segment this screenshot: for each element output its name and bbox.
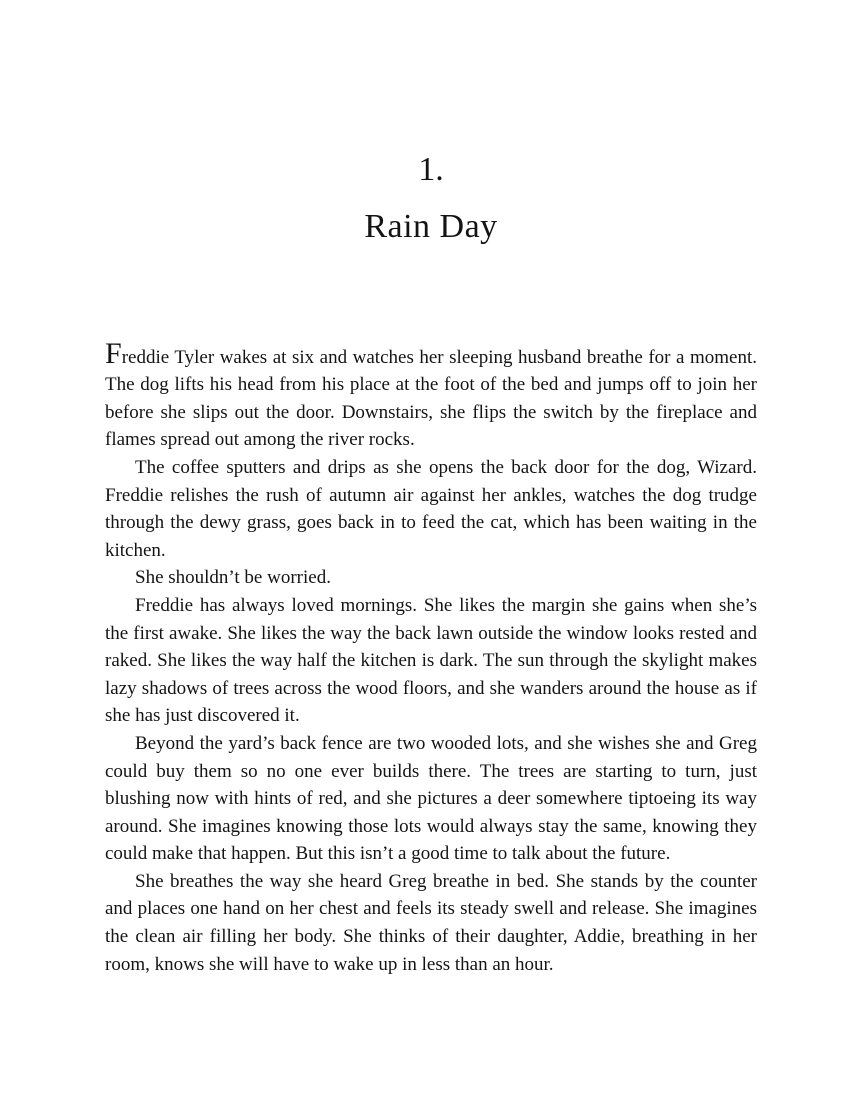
chapter-header [0, 0, 862, 248]
paragraph: She breathes the way she heard Greg breathe in bed. She stands by the counter and places one hand on her chest and feels its steady swell and release. She imagines the clean air filling her body. She thinks of their daughter, Addie, breathing in her room, knows she will have to wake up in less than an hour. [105, 870, 757, 975]
paragraph: Beyond the yard’s back fence are two wooded lots, and she wishes she and Greg could buy them so no one ever builds there. The trees are starting to turn, just blushing now with hints of red, and she pictures a deer somewhere tiptoeing its way around. She imagines knowing those lots would always stay the same, knowing they could make that happen. But this isn’t a good time to talk about the future. [105, 732, 757, 865]
paragraph-lead [105, 336, 757, 454]
paragraph-lead-text: reddie Tyler wakes at six and watches her sleeping husband breathe for a moment. The dog lifts his head from his place at the foot of the bed and jumps off to join her before she slips out the door. Downstairs, she flips the switch by the fireplace and flames spread out among the river rocks. [105, 346, 757, 451]
body-text [105, 336, 757, 979]
paragraph: She shouldn’t be worried. [135, 567, 331, 589]
paragraph: The coffee sputters and drips as she opens the back door for the dog, Wizard. Freddie relishes the rush of autumn air against her ankles, watches the dog trudge through the dewy grass, goes back in to feed the cat, which has been waiting in the kitchen. [105, 456, 757, 561]
chapter-number: 1. [418, 151, 444, 188]
initial-cap: F [105, 336, 122, 370]
chapter-title: Rain Day [364, 207, 498, 245]
paragraph: Freddie has always loved mornings. She likes the margin she gains when she’s the first awake. She likes the way the back lawn outside the window looks rested and raked. She likes the way half the kitchen is dark. The sun through the skylight makes lazy shadows of trees across the wood floors, and she wanders around the house as if she has just discovered it. [105, 594, 757, 727]
